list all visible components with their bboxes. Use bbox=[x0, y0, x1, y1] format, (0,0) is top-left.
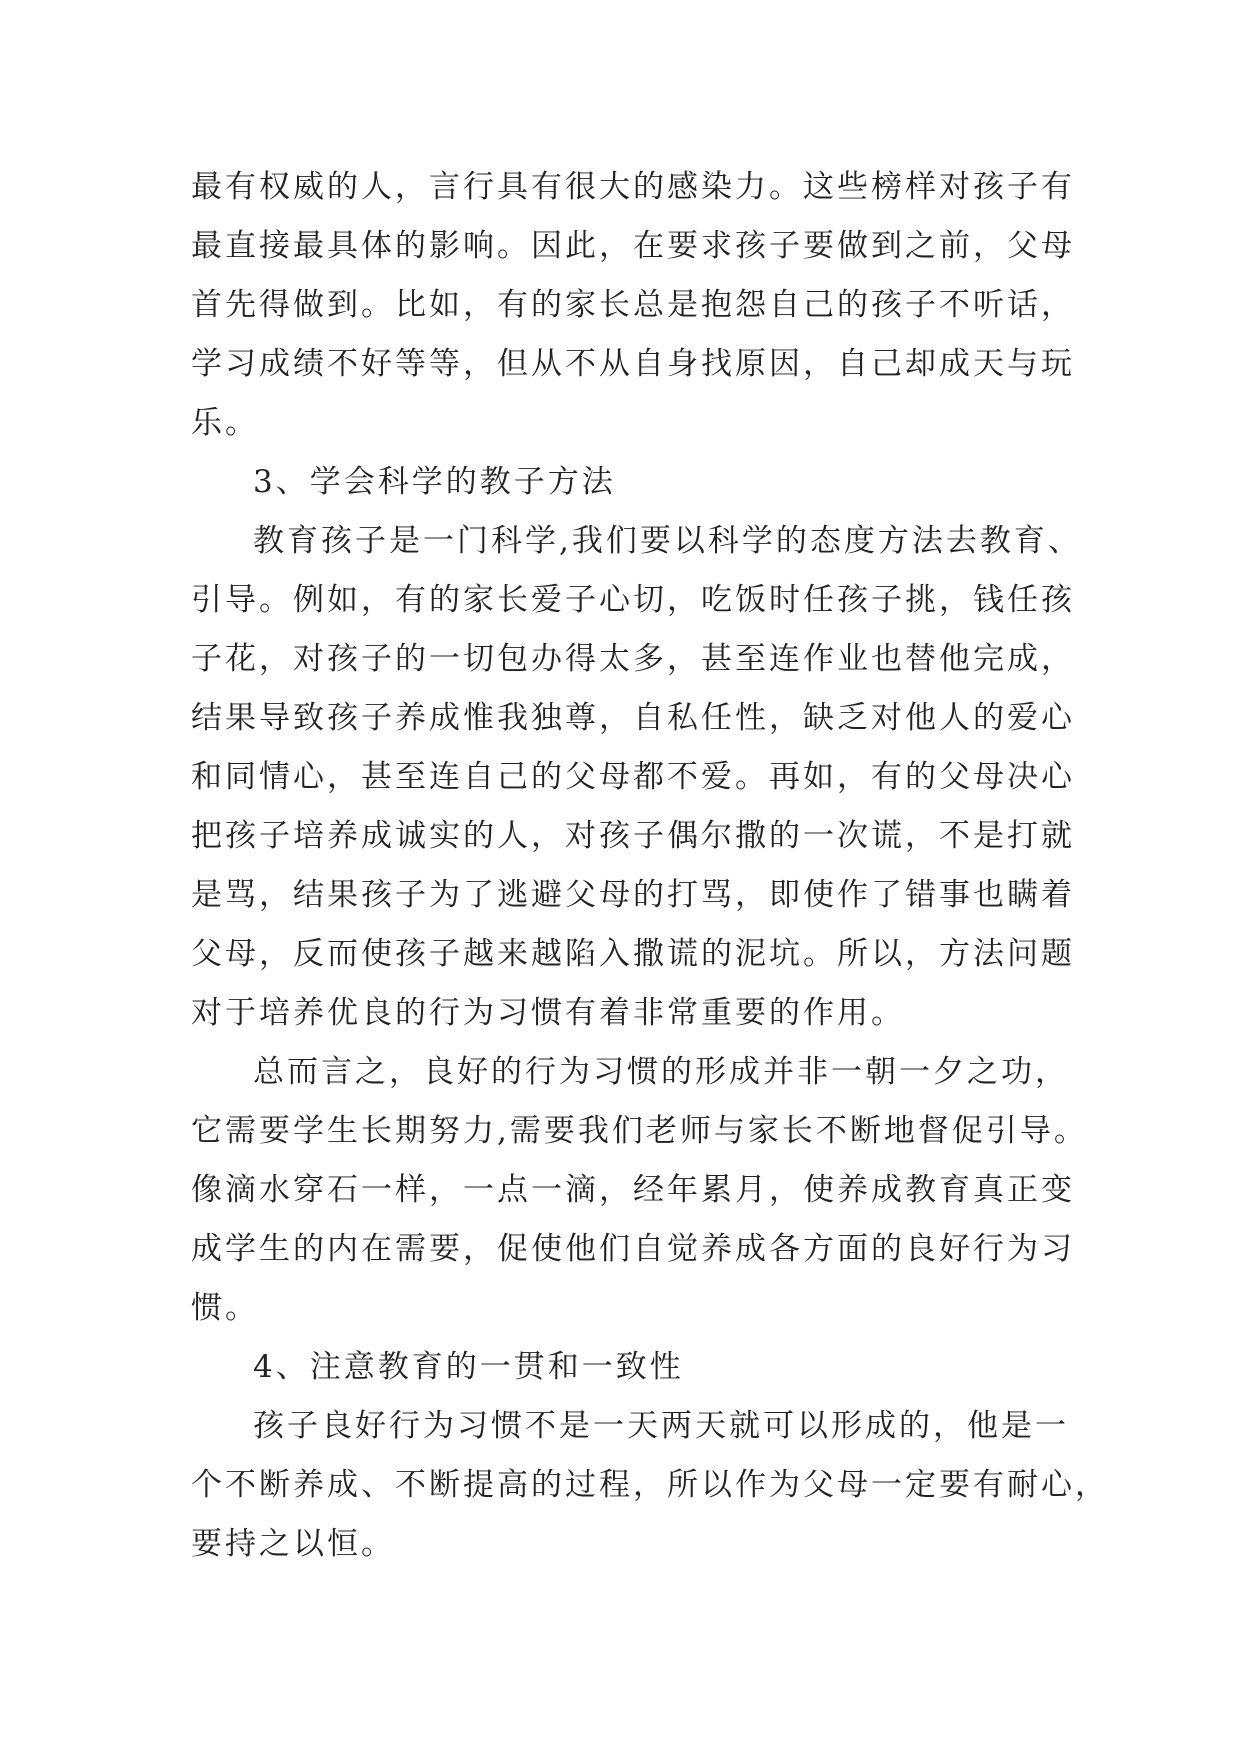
paragraph-4 bbox=[191, 1397, 1109, 1574]
text-line: 最直接最具体的影响。因此，在要求孩子要做到之前，父母 bbox=[191, 228, 1075, 264]
paragraph-2 bbox=[191, 512, 1082, 1043]
heading-line: 3、学会科学的教子方法 bbox=[253, 464, 616, 500]
text-line: 要持之以恒。 bbox=[191, 1526, 395, 1562]
document-body bbox=[191, 158, 1109, 1574]
text-line: 子花，对孩子的一切包办得太多，甚至连作业也替他完成， bbox=[191, 641, 1075, 677]
text-line: 教育孩子是一门科学,我们要以科学的态度方法去教育、 bbox=[253, 523, 1082, 559]
paragraph-3 bbox=[191, 1043, 1088, 1338]
text-line: 成学生的内在需要，促使他们自觉养成各方面的良好行为习 bbox=[191, 1231, 1075, 1267]
text-line: 是骂，结果孩子为了逃避父母的打骂，即使作了错事也瞒着 bbox=[191, 877, 1075, 913]
text-line: 引导。例如，有的家长爱子心切，吃饭时任孩子挑，钱任孩 bbox=[191, 582, 1075, 618]
text-line: 结果导致孩子养成惟我独尊，自私任性，缺乏对他人的爱心 bbox=[191, 700, 1075, 736]
text-line: 和同情心，甚至连自己的父母都不爱。再如，有的父母决心 bbox=[191, 759, 1075, 795]
text-line: 惯。 bbox=[191, 1290, 259, 1326]
text-line: 孩子良好行为习惯不是一天两天就可以形成的，他是一 bbox=[253, 1408, 1069, 1444]
text-line: 把孩子培养成诚实的人，对孩子偶尔撒的一次谎，不是打就 bbox=[191, 818, 1075, 854]
text-line: 父母，反而使孩子越来越陷入撒谎的泥坑。所以，方法问题 bbox=[191, 936, 1075, 972]
text-line: 它需要学生长期努力,需要我们老师与家长不断地督促引导。 bbox=[191, 1113, 1088, 1149]
text-line: 最有权威的人，言行具有很大的感染力。这些榜样对孩子有 bbox=[191, 169, 1075, 205]
heading-line: 4、注意教育的一贯和一致性 bbox=[253, 1349, 684, 1385]
section-heading-3 bbox=[191, 453, 1071, 512]
text-line: 个不断养成、不断提高的过程，所以作为父母一定要有耐心， bbox=[191, 1467, 1109, 1503]
text-line: 首先得做到。比如，有的家长总是抱怨自己的孩子不听话， bbox=[191, 287, 1075, 323]
paragraph-1 bbox=[191, 158, 1075, 453]
section-heading-4 bbox=[191, 1338, 1071, 1397]
text-line: 对于培养优良的行为习惯有着非常重要的作用。 bbox=[191, 995, 905, 1031]
text-line: 像滴水穿石一样，一点一滴，经年累月，使养成教育真正变 bbox=[191, 1172, 1075, 1208]
text-line: 总而言之，良好的行为习惯的形成并非一朝一夕之功， bbox=[253, 1054, 1069, 1090]
text-line: 乐。 bbox=[191, 405, 259, 441]
text-line: 学习成绩不好等等，但从不从自身找原因，自己却成天与玩 bbox=[191, 346, 1075, 382]
